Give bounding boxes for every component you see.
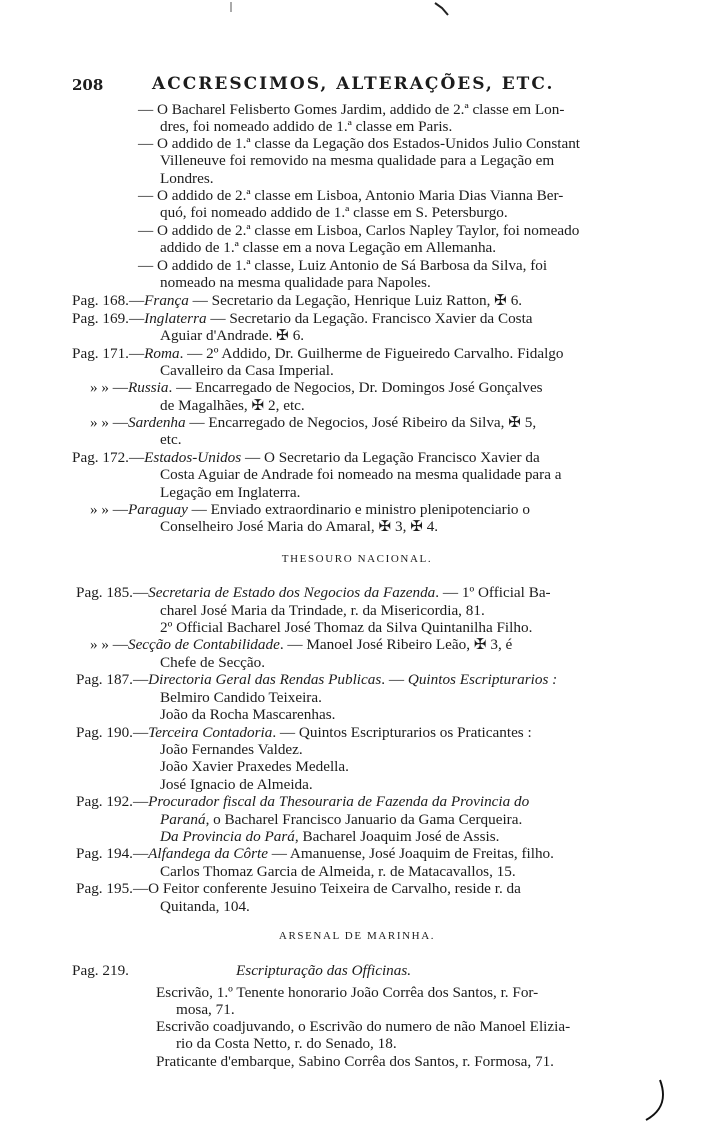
text-line: Villeneuve foi removido na mesma qualidade para a Legação em: [160, 152, 555, 169]
text-line: Londres.: [160, 170, 214, 187]
entry-line: Pag. 185.—Secretaria de Estado dos Negocios da Fazenda. — 1º Official Ba-: [76, 584, 551, 601]
entry-line: Pag. 194.—Alfandega da Côrte — Amanuense, José Joaquim de Freitas, filho.: [76, 845, 554, 862]
text-line: nomeado na mesma qualidade para Napoles.: [160, 274, 431, 291]
entry-heading: Escripturação das Officinas.: [236, 962, 412, 979]
entry-line: Pag. 168.—França — Secretario da Legação, Henrique Luiz Ratton, ✠ 6.: [72, 292, 523, 309]
text-line: Cavalleiro da Casa Imperial.: [160, 362, 334, 379]
text-line: José Ignacio de Almeida.: [160, 776, 313, 793]
entry-heading: Russia: [127, 379, 169, 396]
page-ref: Pag. 192.—: [76, 793, 149, 810]
entry-heading: Paraguay: [127, 501, 188, 518]
entry-line: [76, 793, 529, 811]
page-ref: Pag. 195.—: [76, 880, 149, 897]
text-line: — O addido de 1.ª classe da Legação dos Estados-Unidos Julio Constant: [138, 135, 581, 152]
entry-line: Pag. 172.—Estados-Unidos — O Secretario da Legação Francisco Xavier da: [72, 449, 540, 466]
text-line: Conselheiro José Maria do Amaral, ✠ 3, ✠ 4.: [160, 518, 439, 535]
text-line: quó, foi nomeado addido de 1.ª classe em S. Petersburgo.: [160, 204, 508, 221]
page-number: 208: [72, 76, 104, 94]
ink-speck: [228, 0, 234, 14]
page-ref: Pag. 194.—: [76, 845, 149, 862]
text-line: Legação em Inglaterra.: [160, 484, 301, 501]
entry-heading: Estados-Unidos: [144, 449, 242, 466]
entry-line: Pag. 190.—Terceira Contadoria. — Quintos Escripturarios os Praticantes :: [76, 724, 532, 741]
page-ref: » » —: [90, 414, 128, 431]
text-line: Escrivão, 1.º Tenente honorario João Corrêa dos Santos, r. For-: [156, 984, 539, 1001]
text-line: rio da Costa Netto, r. do Senado, 18.: [176, 1035, 397, 1052]
text-line: Quitanda, 104.: [160, 898, 250, 915]
text-line: etc.: [160, 431, 182, 448]
text-line: — O addido de 2.ª classe em Lisboa, Carlos Napley Taylor, foi nomeado: [138, 222, 580, 239]
entry-heading: Sardenha: [127, 414, 186, 431]
section-heading: ARSENAL DE MARINHA.: [278, 930, 436, 942]
ink-speck: [432, 0, 452, 18]
text-line: 2º Official Bacharel José Thomaz da Silva Quintanilha Filho.: [160, 619, 533, 636]
text-line: Aguiar d'Andrade. ✠ 6.: [160, 327, 305, 344]
text-line: dres, foi nomeado addido de 1.ª classe em Paris.: [160, 118, 453, 135]
page-ref: Pag. 172.—: [72, 449, 145, 466]
page-title: ACCRESCIMOS, ALTERAÇÕES, ETC.: [152, 74, 555, 94]
text-line: Da Provincia do Pará, Bacharel Joaquim José de Assis.: [160, 828, 500, 845]
section-heading: THESOURO NACIONAL.: [281, 553, 433, 565]
text-line: charel José Maria da Trindade, r. da Misericordia, 81.: [160, 602, 485, 619]
text-line: João da Rocha Mascarenhas.: [160, 706, 336, 723]
entry-heading: Inglaterra: [144, 310, 207, 327]
entry-line: » » —Secção de Contabilidade. — Manoel José Ribeiro Leão, ✠ 3, é: [90, 636, 513, 653]
entry-heading: Alfandega da Côrte: [148, 845, 268, 862]
page-ref: Pag. 185.—: [76, 584, 149, 601]
entry-heading: Directoria Geral das Rendas Publicas: [148, 671, 382, 688]
text-line: — O Bacharel Felisberto Gomes Jardim, addido de 2.ª classe em Lon-: [138, 101, 565, 118]
page-ref: Pag. 171.—: [72, 345, 145, 362]
entry-line: Pag. 195.—O Feitor conferente Jesuino Teixeira de Carvalho, reside r. da: [76, 880, 521, 897]
text-line: addido de 1.ª classe em a nova Legação em Allemanha.: [160, 239, 497, 256]
entry-heading: Secretaria de Estado dos Negocios da Fazenda: [148, 584, 436, 601]
text-line: Chefe de Secção.: [160, 654, 265, 671]
text-line: Costa Aguiar de Andrade foi nomeado na mesma qualidade para a: [160, 466, 562, 483]
entry-heading: Secção de Contabilidade: [127, 636, 280, 653]
page-ref: Pag. 169.—: [72, 310, 145, 327]
text-line: Escrivão coadjuvando, o Escrivão do numero de não Manoel Elizia-: [156, 1018, 571, 1035]
text-line: Paraná, o Bacharel Francisco Januario da Gama Cerqueira.: [160, 811, 523, 828]
page-ref: » » —: [90, 379, 128, 396]
text-line: Carlos Thomaz Garcia de Almeida, r. de Matacavallos, 15.: [160, 863, 516, 880]
page-ref: Pag. 187.—: [76, 671, 149, 688]
entry-line: Pag. 187.—Directoria Geral das Rendas Publicas. — Quintos Escripturarios :: [76, 671, 558, 688]
page-ref: Pag. 168.—: [72, 292, 145, 309]
text-line: João Fernandes Valdez.: [160, 741, 303, 758]
text-line: de Magalhães, ✠ 2, etc.: [160, 397, 305, 414]
entry-heading: Terceira Contadoria: [148, 724, 273, 741]
entry-line: Pag. 171.—Roma. — 2º Addido, Dr. Guilherme de Figueiredo Carvalho. Fidalgo: [72, 345, 564, 362]
page-ref: Pag. 190.—: [76, 724, 149, 741]
page-ref: Pag. 219.: [72, 962, 129, 979]
entry-subheading: Quintos Escripturarios :: [407, 671, 558, 688]
entry-line: » » —Sardenha — Encarregado de Negocios, José Ribeiro da Silva, ✠ 5,: [90, 414, 537, 431]
text-line: — O addido de 2.ª classe em Lisboa, Antonio Maria Dias Vianna Ber-: [138, 187, 564, 204]
entry-line: » » —Russia. — Encarregado de Negocios, Dr. Domingos José Gonçalves: [90, 379, 543, 396]
pen-stroke: [640, 1076, 670, 1124]
entry-heading: Roma: [144, 345, 180, 362]
entry-heading: Procurador fiscal da Thesouraria de Fazenda da Provincia do: [148, 793, 530, 810]
entry-heading: França: [144, 292, 189, 309]
text-line: mosa, 71.: [176, 1001, 235, 1018]
entry-line: » » —Paraguay — Enviado extraordinario e ministro plenipotenciario o: [90, 501, 530, 518]
entry-line: Pag. 169.—Inglaterra — Secretario da Legação. Francisco Xavier da Costa: [72, 310, 533, 327]
page-ref: » » —: [90, 501, 128, 518]
running-header: [72, 76, 672, 100]
page-ref: » » —: [90, 636, 128, 653]
text-line: Belmiro Candido Teixeira.: [160, 689, 322, 706]
text-line: Praticante d'embarque, Sabino Corrêa dos Santos, r. Formosa, 71.: [156, 1053, 554, 1070]
text-line: João Xavier Praxedes Medella.: [160, 758, 349, 775]
text-line: — O addido de 1.ª classe, Luiz Antonio de Sá Barbosa da Silva, foi: [138, 257, 548, 274]
